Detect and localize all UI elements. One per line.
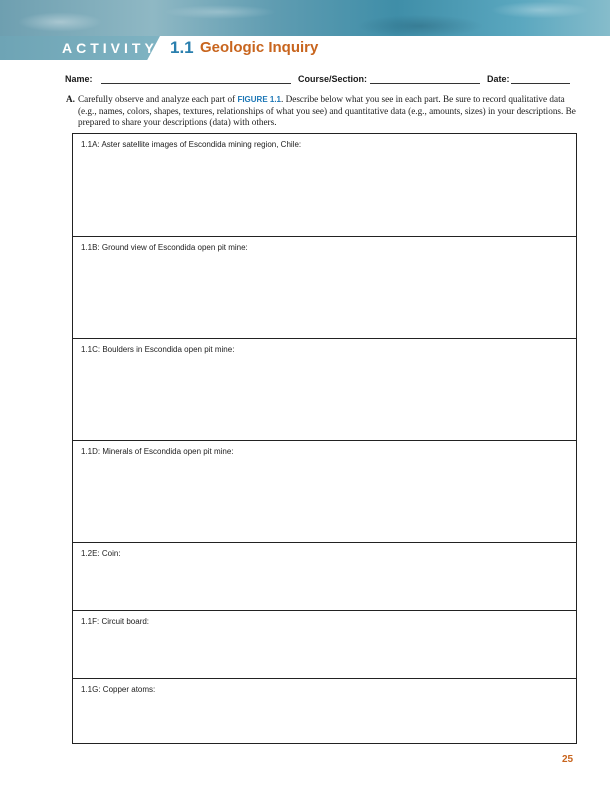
table-row[interactable] [73, 678, 576, 743]
header-banner-image [0, 0, 610, 36]
row-label: 1.1G: Copper atoms: [81, 685, 156, 694]
observation-table [72, 133, 577, 744]
activity-header [0, 36, 610, 60]
table-row[interactable] [73, 542, 576, 610]
instruction-label: A. [66, 94, 75, 104]
activity-word: ACTIVITY [62, 40, 158, 56]
table-row[interactable] [73, 134, 576, 236]
row-label: 1.1D: Minerals of Escondida open pit mine: [81, 447, 234, 456]
row-label: 1.2E: Coin: [81, 549, 121, 558]
row-label: 1.1F: Circuit board: [81, 617, 150, 626]
page-number: 25 [562, 754, 574, 765]
course-field[interactable] [370, 83, 480, 84]
name-field[interactable] [101, 83, 291, 84]
table-row[interactable] [73, 236, 576, 338]
activity-number: 1.1 [170, 38, 194, 57]
row-label: 1.1C: Boulders in Escondida open pit mine: [81, 345, 235, 354]
row-label: 1.1A: Aster satellite images of Escondida mining region, Chile: [81, 140, 302, 149]
table-row[interactable] [73, 338, 576, 440]
activity-title: Geologic Inquiry [200, 39, 319, 56]
row-label: 1.1B: Ground view of Escondida open pit mine: [81, 243, 248, 252]
date-label: Date: [487, 74, 510, 84]
figure-reference: FIGURE 1.1 [237, 95, 282, 104]
instruction-text-part2: . Describe below what you see in each part. Be sure to record qualitative data (e.g., names, colors, shapes, textures, relationships of what you see) and quantitative data (e.g., amounts, sizes) in your descriptions. Be prepared to share your descriptions (data) with others. [78, 94, 576, 127]
course-label: Course/Section: [298, 74, 368, 84]
instruction-text-part1: Carefully observe and analyze each part of [78, 94, 238, 104]
student-info-line [65, 74, 570, 88]
instruction-text [78, 94, 576, 129]
table-row[interactable] [73, 610, 576, 678]
name-label: Name: [65, 74, 93, 84]
date-field[interactable] [511, 83, 570, 84]
table-row[interactable] [73, 440, 576, 542]
